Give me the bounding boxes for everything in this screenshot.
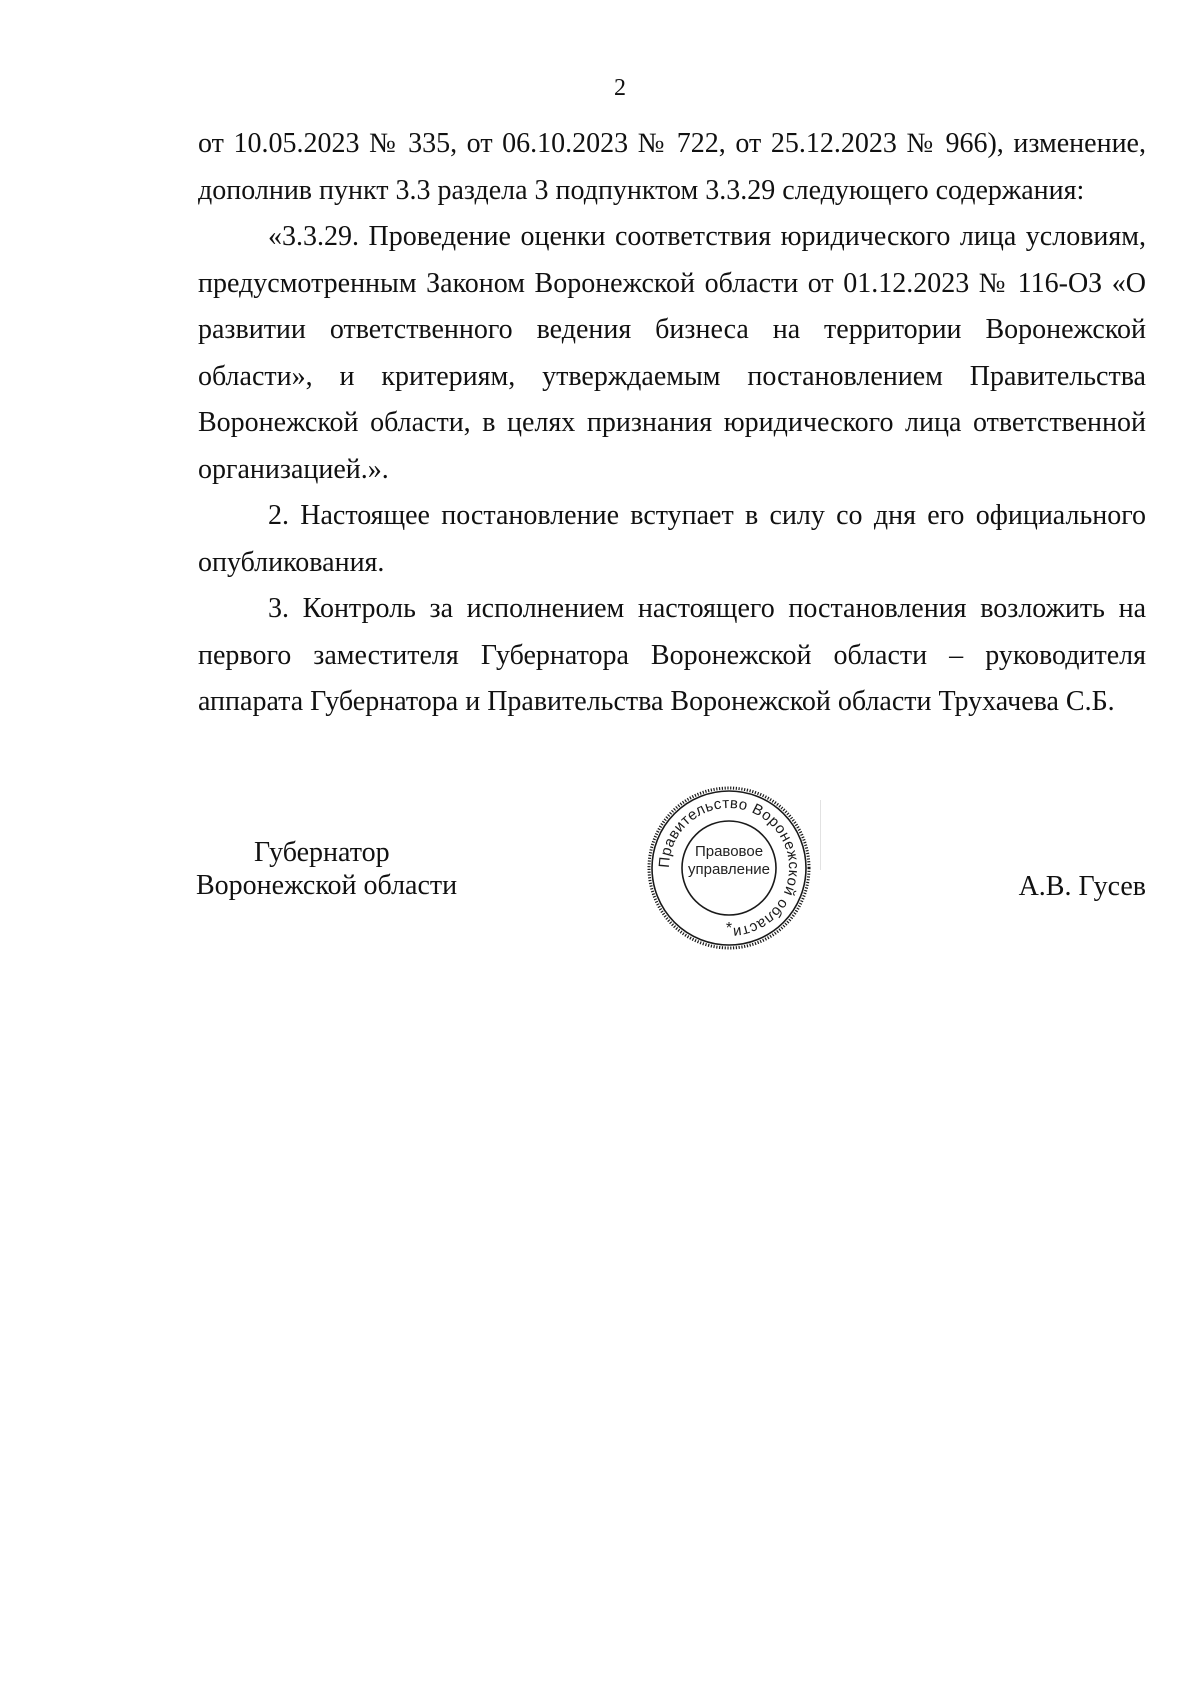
paragraph-amendment-tail: от 10.05.2023 № 335, от 06.10.2023 № 722, от 25.12.2023 № 966), изменение, дополнив пункт 3.3 раздела 3 подпунктом 3.3.29 следующего содержания: [198,128,1146,206]
signatory-title-line1: Губернатор [254,837,390,868]
document-body [198,121,1146,726]
signatory-title-line2: Воронежской области [196,870,458,901]
page-number: 2 [614,75,626,101]
scan-artifact-line [820,800,821,870]
signatory-title [196,836,496,902]
stamp-center-line1: Правовое [694,843,764,860]
paragraph-control: 3. Контроль за исполнением настоящего постановления возложить на первого заместителя Губернатора Воронежской области – руководителя аппарата Губернатора и Правительства Воронежской области Трухачева С.Б. [198,593,1146,717]
stamp-ring-text: Правительство Воронежской области [655,794,803,941]
paragraph-subpoint-3-3-29: «3.3.29. Проведение оценки соответствия юридического лица условиям, предусмотренным Законом Воронежской области от 01.12.2023 № 116-ОЗ «О развитии ответственного ведения бизнеса на территории Воронежской области», и критериям, утверждаемым постановлением Правительства Воронежской области, в целях признания юридического лица ответственной организацией.». [198,221,1146,485]
stamp-center-line2: управление [687,861,771,878]
paragraph-effective-date: 2. Настоящее постановление вступает в силу со дня его официального опубликования. [198,500,1146,578]
stamp-center-text [644,843,814,879]
official-stamp [644,783,814,953]
stamp-star: * [725,920,733,937]
signatory-name: А.В. Гусев [1018,871,1146,902]
